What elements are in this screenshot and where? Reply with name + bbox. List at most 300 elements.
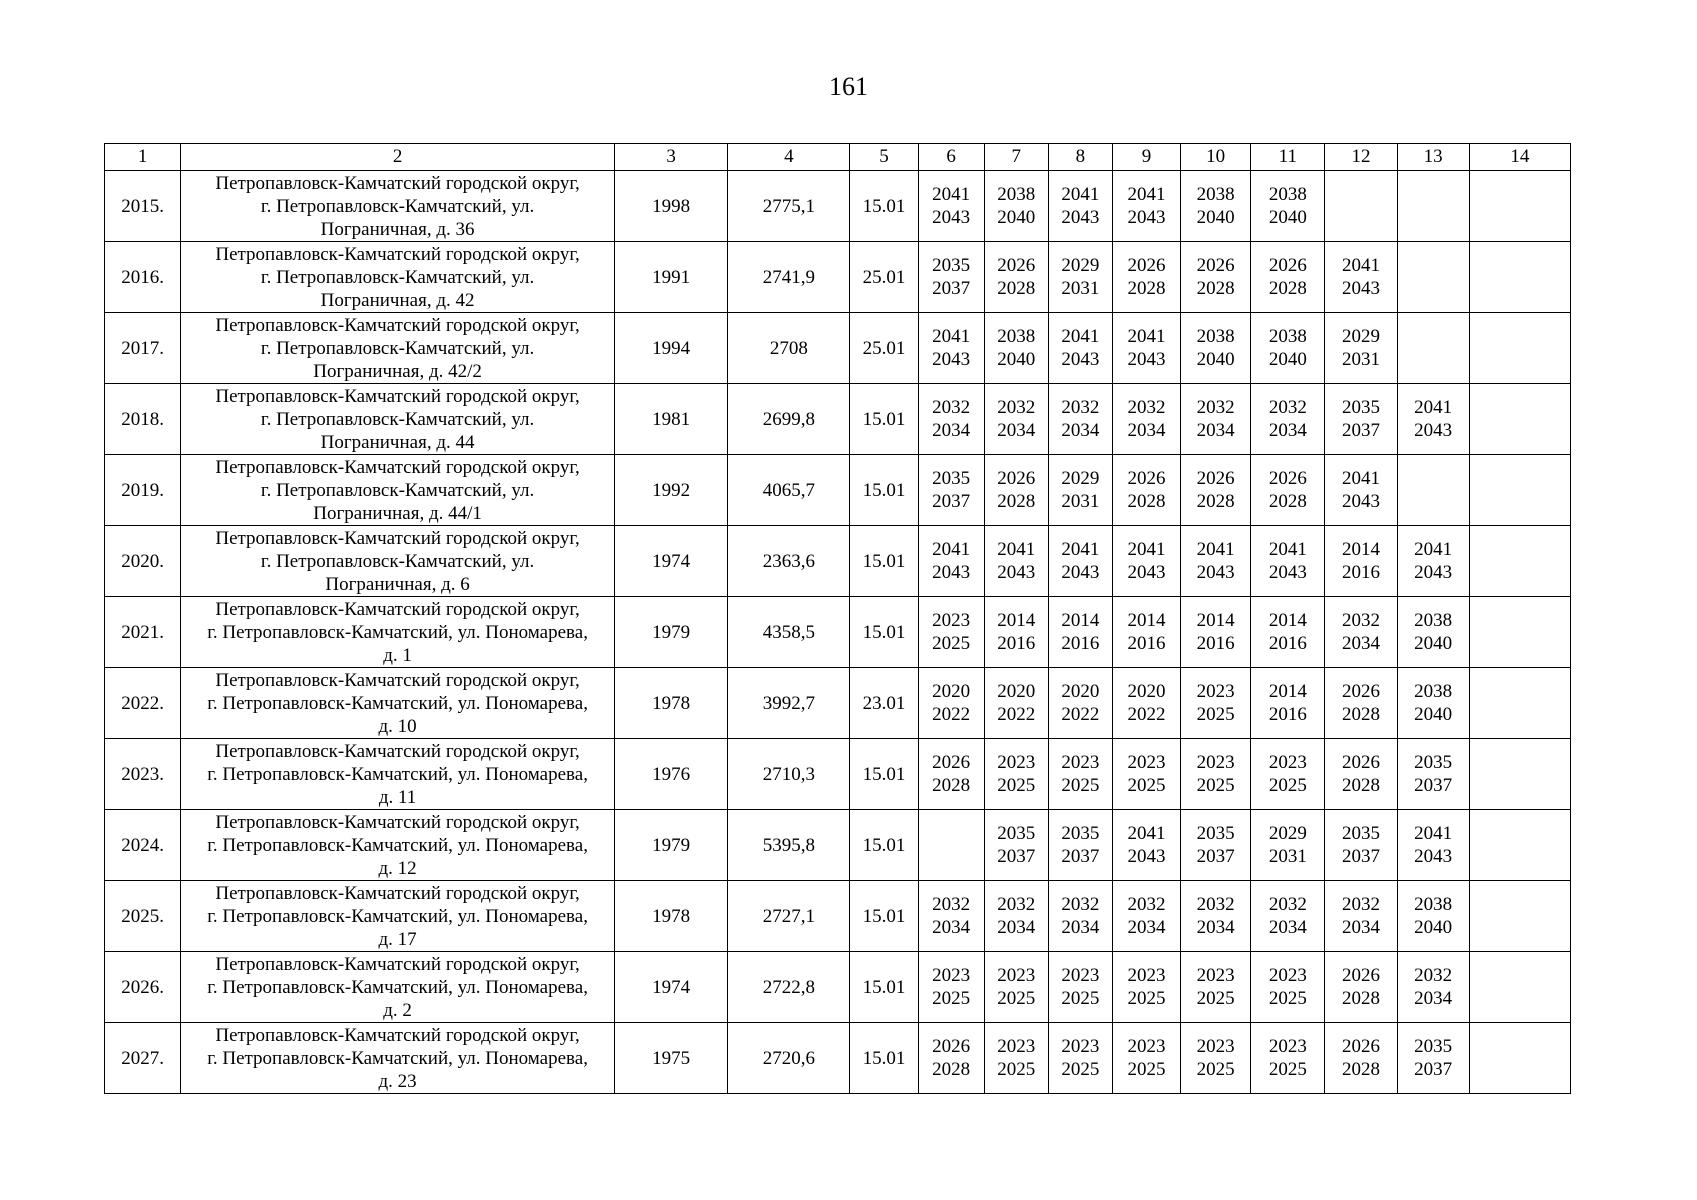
address-line: г. Петропавловск-Камчатский, ул. — [260, 550, 535, 572]
period-start: 2026 — [1127, 468, 1166, 489]
period-end: 2040 — [997, 349, 1036, 370]
period-cell — [1048, 171, 1112, 242]
area-cell: 2720,6 — [728, 1023, 850, 1094]
period-cell — [1181, 455, 1251, 526]
address-line: д. 12 — [378, 857, 417, 879]
period-start: 2026 — [932, 1036, 971, 1057]
column-header: 2 — [181, 144, 615, 171]
period-cell — [918, 881, 984, 952]
period-end: 2031 — [1061, 491, 1100, 512]
period-start: 2041 — [932, 326, 971, 347]
area-cell: 2775,1 — [728, 171, 850, 242]
address-line: г. Петропавловск-Камчатский, ул. Пономарева, — [207, 692, 588, 714]
year-cell: 1978 — [615, 881, 728, 952]
address-cell — [181, 952, 615, 1023]
period-end: 2037 — [1341, 846, 1380, 867]
column-header: 12 — [1325, 144, 1397, 171]
period-cell — [1112, 171, 1180, 242]
registry-table — [104, 143, 1571, 1094]
period-end: 2034 — [1414, 988, 1453, 1009]
period-cell — [1397, 952, 1469, 1023]
address-cell — [181, 171, 615, 242]
code-cell: 15.01 — [850, 1023, 918, 1094]
period-start: 2026 — [1196, 255, 1235, 276]
period-end: 2034 — [1127, 917, 1166, 938]
table-row — [105, 739, 1571, 810]
period-end: 2043 — [1341, 491, 1380, 512]
period-start: 2032 — [932, 894, 971, 915]
column-header: 6 — [918, 144, 984, 171]
period-start: 2026 — [1341, 681, 1380, 702]
period-end: 2034 — [1341, 633, 1380, 654]
period-cell — [918, 526, 984, 597]
period-cell — [1251, 313, 1325, 384]
period-end: 2037 — [1414, 1059, 1453, 1080]
address-cell — [181, 455, 615, 526]
period-end: 2028 — [997, 278, 1036, 299]
period-end: 2043 — [1127, 207, 1166, 228]
period-end: 2028 — [1196, 491, 1235, 512]
period-cell — [984, 171, 1048, 242]
period-start: 2026 — [1341, 1036, 1380, 1057]
period-start: 2014 — [1127, 610, 1166, 631]
period-end: 2040 — [997, 207, 1036, 228]
period-end: 2025 — [1196, 988, 1235, 1009]
period-start: 2023 — [997, 752, 1036, 773]
period-cell — [1325, 526, 1397, 597]
period-end: 2016 — [1127, 633, 1166, 654]
period-end: 2022 — [932, 704, 971, 725]
period-cell — [1181, 881, 1251, 952]
period-cell — [1469, 526, 1570, 597]
period-cell — [1181, 668, 1251, 739]
year-cell: 1979 — [615, 810, 728, 881]
period-cell — [1397, 242, 1469, 313]
area-cell: 2722,8 — [728, 952, 850, 1023]
period-cell — [1112, 1023, 1180, 1094]
period-cell — [1325, 597, 1397, 668]
period-end: 2034 — [1268, 917, 1307, 938]
period-cell — [1181, 1023, 1251, 1094]
period-end: 2037 — [1196, 846, 1235, 867]
period-end: 2043 — [1414, 846, 1453, 867]
period-start: 2038 — [1196, 184, 1235, 205]
period-start: 2041 — [1414, 823, 1453, 844]
code-cell: 15.01 — [850, 597, 918, 668]
period-cell — [1469, 313, 1570, 384]
period-cell — [1251, 384, 1325, 455]
period-end: 2016 — [1341, 562, 1380, 583]
period-end: 2034 — [932, 420, 971, 441]
period-end: 2034 — [932, 917, 971, 938]
period-cell — [918, 952, 984, 1023]
period-end: 2025 — [932, 988, 971, 1009]
year-cell: 1978 — [615, 668, 728, 739]
column-header: 5 — [850, 144, 918, 171]
code-cell: 15.01 — [850, 881, 918, 952]
address-cell — [181, 242, 615, 313]
period-cell — [1325, 242, 1397, 313]
period-start: 2023 — [932, 610, 971, 631]
period-cell — [1251, 668, 1325, 739]
period-end: 2025 — [932, 633, 971, 654]
address-cell — [181, 313, 615, 384]
address-cell — [181, 526, 615, 597]
period-cell — [1325, 313, 1397, 384]
period-end: 2025 — [1196, 704, 1235, 725]
period-end: 2025 — [1268, 988, 1307, 1009]
address-line: Петропавловск-Камчатский городской округ, — [215, 669, 580, 691]
period-end: 2037 — [932, 278, 971, 299]
period-start: 2041 — [932, 539, 971, 560]
period-cell — [984, 1023, 1048, 1094]
address-cell — [181, 810, 615, 881]
period-cell — [1469, 597, 1570, 668]
year-cell: 1994 — [615, 313, 728, 384]
year-cell: 1975 — [615, 1023, 728, 1094]
period-end: 2043 — [1414, 562, 1453, 583]
period-end: 2025 — [1268, 775, 1307, 796]
period-start: 2026 — [997, 255, 1036, 276]
row-number-cell: 2023. — [105, 739, 181, 810]
period-cell — [1181, 810, 1251, 881]
period-cell — [1325, 810, 1397, 881]
period-end: 2043 — [1127, 562, 1166, 583]
period-end: 2037 — [1341, 420, 1380, 441]
period-cell — [1251, 597, 1325, 668]
period-cell — [1397, 810, 1469, 881]
period-start: 2032 — [1268, 397, 1307, 418]
period-cell — [1397, 739, 1469, 810]
period-end: 2028 — [1341, 704, 1380, 725]
period-start: 2023 — [1196, 1036, 1235, 1057]
period-cell — [918, 1023, 984, 1094]
column-header: 10 — [1181, 144, 1251, 171]
period-start: 2032 — [1196, 894, 1235, 915]
period-cell — [1181, 526, 1251, 597]
row-number-cell: 2020. — [105, 526, 181, 597]
year-cell: 1981 — [615, 384, 728, 455]
period-cell — [1469, 952, 1570, 1023]
period-start: 2026 — [1196, 468, 1235, 489]
period-end: 2028 — [1268, 278, 1307, 299]
table-row — [105, 668, 1571, 739]
period-start: 2038 — [997, 326, 1036, 347]
period-end: 2028 — [1127, 278, 1166, 299]
period-end: 2040 — [1414, 917, 1453, 938]
period-cell — [1325, 171, 1397, 242]
period-end: 2022 — [997, 704, 1036, 725]
address-line: г. Петропавловск-Камчатский, ул. Пономарева, — [207, 763, 588, 785]
period-cell — [1469, 881, 1570, 952]
period-start: 2023 — [932, 965, 971, 986]
period-cell — [1048, 526, 1112, 597]
period-start: 2041 — [1341, 255, 1380, 276]
code-cell: 15.01 — [850, 171, 918, 242]
year-cell: 1992 — [615, 455, 728, 526]
period-end: 2028 — [932, 775, 971, 796]
period-end: 2025 — [1061, 775, 1100, 796]
period-start: 2032 — [1127, 894, 1166, 915]
period-start: 2035 — [1341, 823, 1380, 844]
period-start: 2032 — [1268, 894, 1307, 915]
table-row — [105, 242, 1571, 313]
period-cell — [1325, 739, 1397, 810]
column-header: 4 — [728, 144, 850, 171]
table-row — [105, 526, 1571, 597]
period-cell — [1181, 313, 1251, 384]
period-start: 2029 — [1061, 255, 1100, 276]
period-start: 2032 — [932, 397, 971, 418]
period-cell — [1112, 455, 1180, 526]
period-end: 2034 — [1061, 420, 1100, 441]
period-cell — [1397, 668, 1469, 739]
period-end: 2025 — [1127, 988, 1166, 1009]
period-end: 2043 — [1061, 207, 1100, 228]
period-end: 2016 — [1268, 633, 1307, 654]
year-cell: 1998 — [615, 171, 728, 242]
code-cell: 23.01 — [850, 668, 918, 739]
period-cell — [984, 810, 1048, 881]
period-start: 2041 — [932, 184, 971, 205]
year-cell: 1974 — [615, 952, 728, 1023]
period-end: 2040 — [1268, 349, 1307, 370]
period-end: 2034 — [1127, 420, 1166, 441]
area-cell: 2727,1 — [728, 881, 850, 952]
period-end: 2040 — [1414, 704, 1453, 725]
address-line: Петропавловск-Камчатский городской округ, — [215, 314, 580, 336]
period-end: 2025 — [997, 1059, 1036, 1080]
period-end: 2043 — [1196, 562, 1235, 583]
column-header: 11 — [1251, 144, 1325, 171]
row-number-cell: 2022. — [105, 668, 181, 739]
period-cell — [1181, 384, 1251, 455]
table-body — [105, 171, 1571, 1094]
period-start: 2023 — [1061, 1036, 1100, 1057]
period-cell — [1251, 242, 1325, 313]
code-cell: 15.01 — [850, 952, 918, 1023]
period-cell — [918, 455, 984, 526]
period-cell — [1469, 171, 1570, 242]
period-cell — [1469, 242, 1570, 313]
period-start: 2020 — [1127, 681, 1166, 702]
period-cell — [1469, 1023, 1570, 1094]
period-cell — [1251, 171, 1325, 242]
address-line: д. 23 — [378, 1070, 417, 1092]
period-cell — [1397, 881, 1469, 952]
period-start: 2035 — [1196, 823, 1235, 844]
period-start: 2035 — [932, 468, 971, 489]
area-cell: 4065,7 — [728, 455, 850, 526]
row-number-cell: 2016. — [105, 242, 181, 313]
period-cell — [1251, 881, 1325, 952]
period-end: 2043 — [932, 207, 971, 228]
period-cell — [1397, 526, 1469, 597]
address-line: Пограничная, д. 42 — [320, 289, 475, 311]
period-start: 2032 — [1061, 397, 1100, 418]
address-cell — [181, 881, 615, 952]
period-cell — [1251, 455, 1325, 526]
period-end: 2016 — [1061, 633, 1100, 654]
period-end: 2043 — [1127, 846, 1166, 867]
period-end: 2016 — [1268, 704, 1307, 725]
address-line: г. Петропавловск-Камчатский, ул. Пономарева, — [207, 976, 588, 998]
period-end: 2025 — [1127, 1059, 1166, 1080]
period-cell — [1048, 313, 1112, 384]
period-start: 2035 — [932, 255, 971, 276]
period-cell — [918, 810, 984, 881]
period-start: 2023 — [1061, 752, 1100, 773]
address-line: Петропавловск-Камчатский городской округ, — [215, 953, 580, 975]
address-line: Петропавловск-Камчатский городской округ, — [215, 527, 580, 549]
period-end: 2043 — [1341, 278, 1380, 299]
period-cell — [1397, 384, 1469, 455]
period-start: 2026 — [1341, 965, 1380, 986]
area-cell: 2710,3 — [728, 739, 850, 810]
period-end: 2025 — [1196, 775, 1235, 796]
period-cell — [984, 526, 1048, 597]
period-cell — [1469, 739, 1570, 810]
period-end: 2037 — [932, 491, 971, 512]
column-header: 8 — [1048, 144, 1112, 171]
period-end: 2043 — [997, 562, 1036, 583]
period-start: 2014 — [1268, 610, 1307, 631]
area-cell: 2708 — [728, 313, 850, 384]
period-start: 2038 — [997, 184, 1036, 205]
period-end: 2028 — [1341, 775, 1380, 796]
period-cell — [1251, 739, 1325, 810]
period-start: 2023 — [1268, 1036, 1307, 1057]
period-cell — [1251, 810, 1325, 881]
table-row — [105, 455, 1571, 526]
period-cell — [984, 952, 1048, 1023]
period-cell — [1048, 242, 1112, 313]
address-cell — [181, 668, 615, 739]
period-cell — [918, 313, 984, 384]
period-start: 2032 — [1127, 397, 1166, 418]
period-start: 2026 — [997, 468, 1036, 489]
period-cell — [984, 881, 1048, 952]
address-line: Пограничная, д. 44 — [320, 431, 475, 453]
period-cell — [1469, 455, 1570, 526]
period-cell — [1112, 881, 1180, 952]
period-cell — [984, 313, 1048, 384]
period-start: 2038 — [1414, 894, 1453, 915]
area-cell: 2363,6 — [728, 526, 850, 597]
period-start: 2032 — [1341, 894, 1380, 915]
period-cell — [984, 739, 1048, 810]
period-cell — [1048, 810, 1112, 881]
period-cell — [1325, 952, 1397, 1023]
period-cell — [1048, 384, 1112, 455]
row-number-cell: 2027. — [105, 1023, 181, 1094]
period-cell — [1112, 952, 1180, 1023]
area-cell: 5395,8 — [728, 810, 850, 881]
period-end: 2028 — [997, 491, 1036, 512]
address-line: Пограничная, д. 6 — [325, 573, 470, 595]
period-start: 2029 — [1061, 468, 1100, 489]
period-cell — [1112, 242, 1180, 313]
period-cell — [1325, 881, 1397, 952]
period-end: 2025 — [997, 988, 1036, 1009]
table-row — [105, 313, 1571, 384]
column-header: 9 — [1112, 144, 1180, 171]
period-cell — [1325, 384, 1397, 455]
area-cell: 3992,7 — [728, 668, 850, 739]
period-cell — [1325, 455, 1397, 526]
period-start: 2041 — [1061, 326, 1100, 347]
area-cell: 2699,8 — [728, 384, 850, 455]
period-end: 2043 — [932, 349, 971, 370]
table-row — [105, 881, 1571, 952]
period-cell — [1112, 597, 1180, 668]
address-line: д. 2 — [383, 999, 412, 1021]
period-end: 2034 — [997, 420, 1036, 441]
period-start: 2026 — [932, 752, 971, 773]
period-end: 2025 — [997, 775, 1036, 796]
code-cell: 15.01 — [850, 810, 918, 881]
address-line: Петропавловск-Камчатский городской округ, — [215, 456, 580, 478]
period-cell — [1181, 171, 1251, 242]
table-row — [105, 810, 1571, 881]
period-end: 2025 — [1127, 775, 1166, 796]
period-start: 2026 — [1127, 255, 1166, 276]
code-cell: 25.01 — [850, 313, 918, 384]
column-header: 1 — [105, 144, 181, 171]
period-cell — [984, 597, 1048, 668]
period-cell — [984, 668, 1048, 739]
period-start: 2023 — [1127, 1036, 1166, 1057]
period-start: 2041 — [1196, 539, 1235, 560]
period-cell — [918, 171, 984, 242]
period-end: 2028 — [1127, 491, 1166, 512]
row-number-cell: 2025. — [105, 881, 181, 952]
period-end: 2040 — [1196, 207, 1235, 228]
period-cell — [918, 739, 984, 810]
period-cell — [1048, 668, 1112, 739]
period-start: 2038 — [1414, 610, 1453, 631]
period-start: 2035 — [1414, 1036, 1453, 1057]
address-line: Пограничная, д. 44/1 — [313, 502, 482, 524]
period-start: 2035 — [997, 823, 1036, 844]
code-cell: 15.01 — [850, 526, 918, 597]
code-cell: 25.01 — [850, 242, 918, 313]
year-cell: 1979 — [615, 597, 728, 668]
address-line: Петропавловск-Камчатский городской округ, — [215, 740, 580, 762]
row-number-cell: 2015. — [105, 171, 181, 242]
period-start: 2023 — [1268, 752, 1307, 773]
period-cell — [1048, 881, 1112, 952]
period-cell — [918, 384, 984, 455]
code-cell: 15.01 — [850, 384, 918, 455]
period-start: 2032 — [997, 894, 1036, 915]
period-start: 2029 — [1341, 326, 1380, 347]
period-start: 2038 — [1196, 326, 1235, 347]
period-cell — [1181, 597, 1251, 668]
period-start: 2023 — [997, 965, 1036, 986]
period-end: 2040 — [1268, 207, 1307, 228]
period-start: 2032 — [1341, 610, 1380, 631]
period-cell — [984, 384, 1048, 455]
table-row — [105, 384, 1571, 455]
period-start: 2023 — [997, 1036, 1036, 1057]
row-number-cell: 2017. — [105, 313, 181, 384]
period-start: 2032 — [997, 397, 1036, 418]
period-end: 2034 — [1196, 917, 1235, 938]
period-end: 2028 — [1341, 988, 1380, 1009]
period-start: 2041 — [1414, 539, 1453, 560]
period-cell — [1112, 313, 1180, 384]
